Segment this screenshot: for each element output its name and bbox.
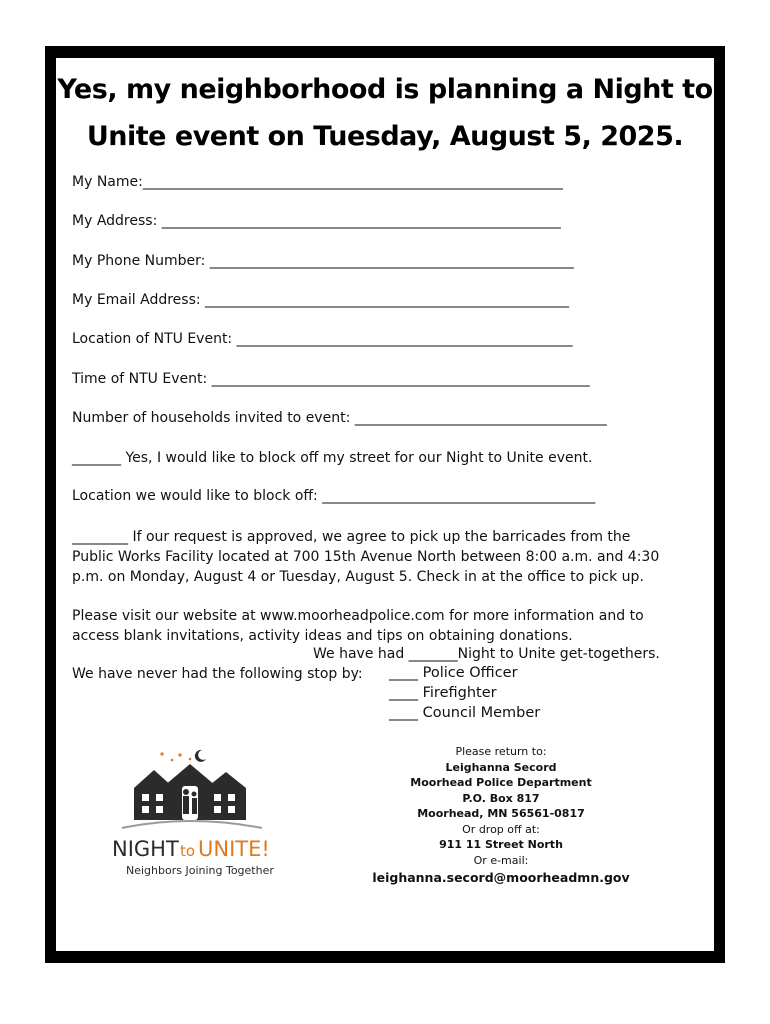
- title-line-2: Unite event on Tuesday, August 5, 2025.: [86, 121, 684, 152]
- drop-off-label: Or drop off at:: [462, 822, 540, 836]
- event-time-field[interactable]: Time of NTU Event: ______________________________________________________: [72, 371, 590, 387]
- gettogethers-field[interactable]: We have had _______Night to Unite get-togethers.: [313, 646, 660, 662]
- logo-word-to: to: [180, 842, 196, 860]
- return-po-box: P.O. Box 817: [462, 791, 540, 805]
- website-paragraph: Please visit our website at www.moorheadpolice.com for more information and to access blank invitations, activity ideas and tips on obtaining donations.: [72, 608, 644, 644]
- return-header: Please return to:: [455, 745, 547, 758]
- firefighter-option[interactable]: ____ Firefighter: [389, 685, 497, 701]
- night-to-unite-logo: [94, 748, 294, 878]
- households-field[interactable]: Number of households invited to event: ____________________________________: [72, 410, 607, 426]
- barricades-paragraph: ________ If our request is approved, we agree to pick up the barricades from the Public Works Facility located at 700 15th Avenue North between 8:00 a.m. and 4:30 p.m. on Monday, August 4 or Tuesday, August 5. Check in at the office to pick up.: [72, 529, 660, 585]
- phone-field[interactable]: My Phone Number: ____________________________________________________: [72, 253, 574, 269]
- block-off-field[interactable]: _______ Yes, I would like to block off my street for our Night to Unite event.: [72, 450, 593, 466]
- address-field[interactable]: My Address: _________________________________________________________: [72, 213, 561, 229]
- logo-tagline: Neighbors Joining Together: [126, 864, 274, 877]
- block-location-field[interactable]: Location we would like to block off: _______________________________________: [72, 488, 596, 504]
- drop-off-street: 911 11 Street North: [439, 838, 563, 851]
- email-label: Or e-mail:: [473, 853, 529, 867]
- logo-stars: [160, 750, 206, 762]
- event-location-field[interactable]: Location of NTU Event: ________________________________________________: [72, 331, 573, 347]
- logo-word-unite: UNITE!: [198, 837, 270, 861]
- return-department: Moorhead Police Department: [410, 776, 592, 789]
- logo-swoosh: [122, 821, 262, 828]
- return-email-link[interactable]: leighanna.secord@moorheadmn.gov: [372, 870, 630, 885]
- email-field[interactable]: My Email Address: ____________________________________________________: [72, 292, 570, 308]
- police-officer-option[interactable]: ____ Police Officer: [389, 665, 518, 681]
- logo-graphic: [94, 748, 294, 878]
- return-address-block: [366, 744, 636, 886]
- council-member-option[interactable]: ____ Council Member: [389, 705, 541, 721]
- logo-word-night: NIGHT: [112, 837, 179, 861]
- never-had-label: We have never had the following stop by:: [72, 666, 363, 682]
- return-name: Leighanna Secord: [445, 760, 557, 774]
- form-page: [56, 58, 714, 951]
- return-city: Moorhead, MN 56561-0817: [417, 807, 585, 820]
- name-field[interactable]: My Name:____________________________________________________________: [72, 174, 563, 190]
- page-title: [56, 66, 714, 160]
- title-line-1: Yes, my neighborhood is planning a Night to: [57, 74, 713, 105]
